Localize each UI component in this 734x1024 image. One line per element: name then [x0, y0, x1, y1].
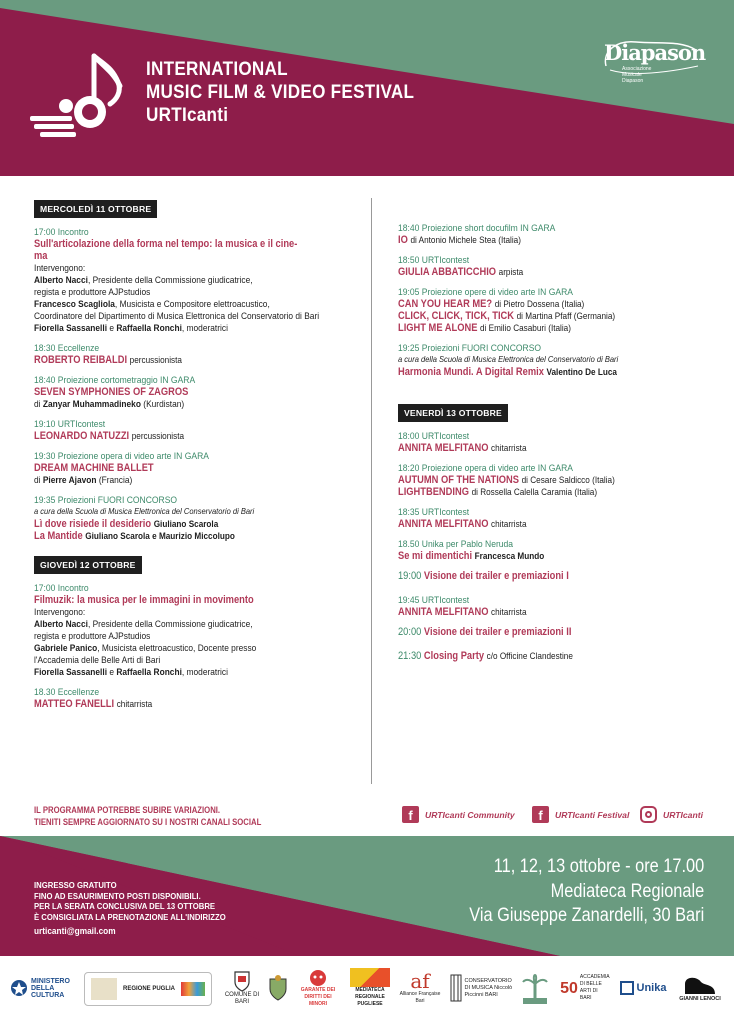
event-contest-natuzzi: 19:10 URTIcontest LEONARDO NATUZZI percussionista [34, 419, 185, 442]
day-label-thursday: GIOVEDÌ 12 OTTOBRE [34, 556, 142, 574]
festival-logo-icon [26, 52, 136, 142]
title-line-1: INTERNATIONAL [146, 59, 288, 80]
conservatorio-keys-icon [450, 974, 462, 1002]
ministero-emblem-icon [10, 979, 28, 997]
social-instagram[interactable]: URTIcanti [640, 806, 703, 823]
mediateca-logo-icon [350, 968, 390, 987]
piano-icon [683, 974, 717, 996]
diapason-logo [600, 36, 704, 82]
municipal-crest-icon [268, 975, 288, 1001]
event-cortometraggio: 18:40 Proiezione cortometraggio IN GARA SEVEN SYMPHONIES OF ZAGROS di Zanyar Muhammadineko (Kurdistan) [34, 375, 196, 409]
event-fuori-concorso-thu: 19:25 Proiezioni FUORI CONCORSO a cura della Scuola di Musica Elettronica del Conservatorio di Bari Harmonia Mundi. A Digital Remix Valentino De Luca [398, 343, 619, 378]
event-unika-neruda: 18.50 Unika per Pablo Neruda Se mi dimentichi Francesca Mundo [398, 539, 545, 562]
event-docufilm: 18:40 Proiezione short docufilm IN GARA IO di Antonio Michele Stea (Italia) [398, 223, 556, 246]
garante-face-icon [307, 969, 329, 987]
comune-crest-icon [233, 970, 251, 992]
event-closing-party: 21:30 Closing Party c/o Officine Clandestine [398, 650, 573, 662]
event-fuori-concorso-wed: 19:35 Proiezioni FUORI CONCORSO a cura della Scuola di Musica Elettronica del Conservatorio di Bari Lì dove risiede il desiderio Giuliano Scarola La Mantide Giuliano Scarola e Maurizio Miccolupo [34, 495, 255, 542]
festival-header [0, 0, 734, 176]
event-trailer-1: 19:00 Visione dei trailer e premiazioni I [398, 570, 569, 582]
social-facebook-festival[interactable]: f URTIcanti Festival [532, 806, 629, 823]
event-contest-abbaticchio: 18:50 URTIcontest GIULIA ABBATICCHIO arpista [398, 255, 524, 278]
facebook-icon: f [532, 806, 549, 823]
sponsor-alliance: af Alliance Française Bari [399, 969, 441, 1004]
event-title: Sull'articolazione della forma nel tempo: la musica e il cine- ma [34, 238, 298, 262]
event-video-arte-thu: 19:05 Proiezione opere di video arte IN GARA CAN YOU HEAR ME? di Pietro Dossena (Italia) CLICK, CLICK, TICK, TICK di Martina Pfaff (Germania) LIGHT ME ALONE di Emilio Casaburi (Italia) [398, 287, 616, 334]
column-divider [371, 198, 372, 784]
title-line-2: MUSIC FILM & VIDEO FESTIVAL [146, 82, 415, 103]
alliance-logo-icon: af [410, 969, 430, 993]
program-notice: IL PROGRAMMA POTREBBE SUBIRE VARIAZIONI. TIENITI SEMPRE AGGIORNATO SU I NOSTRI CANALI SOCIAL [34, 805, 262, 827]
sponsor-conservatorio: CONSERVATORIO DI MUSICA Niccolò Piccinni BARI [448, 968, 516, 1008]
accademia-50-icon: 50 [560, 979, 578, 997]
event-eccellenze-wed: 18:30 Eccellenze ROBERTO REIBALDI percussionista [34, 343, 182, 366]
diapason-sub: Associazione Musicale Diapason [622, 66, 652, 84]
program-column-left [34, 200, 359, 718]
sponsor-crest-2 [265, 968, 291, 1008]
venue-info: 11, 12, 13 ottobre - ore 17.00 Mediateca Regionale Via Giuseppe Zanardelli, 30 Bari [469, 856, 704, 926]
day-label-wednesday: MERCOLEDÌ 11 OTTOBRE [34, 200, 157, 218]
sponsor-accademia: 50 ACCADEMIA DI BELLE ARTI DI BARI [560, 974, 610, 1001]
instagram-icon [640, 806, 657, 823]
event-incontro-thu: 17:00 Incontro Filmuzik: la musica per le immagini in movimento Intervengono: Alberto Nacci, Presidente della Commissione giudicatrice, regista e produttore AJPstudios Gabriele Panico, Musicista elettroacustico, Docente presso l'Accademia delle Belle Arti di Bari Fiorella Sassanelli e Raffaella Ronchi, moderatrici [34, 583, 257, 677]
sponsor-garante: GARANTE DEI DIRITTI DEI MINORI [296, 968, 340, 1008]
event-trailer-2: 20:00 Visione dei trailer e premiazioni II [398, 626, 572, 638]
sponsor-comune: COMUNE DI BARI [222, 968, 262, 1008]
event-contest-melfitano-3: 19:45 URTIcontest ANNITA MELFITANO chitarrista [398, 595, 527, 618]
event-video-arte-fri: 18:20 Proiezione opera di video arte IN GARA AUTUMN OF THE NATIONS di Cesare Saldicco (Italia) LIGHTBENDING di Rossella Calella Caramia (Italia) [398, 463, 615, 498]
booking-email[interactable]: urticanti@gmail.com [34, 926, 116, 936]
event-eccellenze-thu: 18.30 Eccellenze MATTEO FANELLI chitarrista [34, 687, 153, 710]
event-video-arte-wed: 19:30 Proiezione opera di video arte IN GARA DREAM MACHINE BALLET di Pierre Ajavon (Francia) [34, 451, 209, 485]
event-contest-melfitano-2: 18:35 URTIcontest ANNITA MELFITANO chitarrista [398, 507, 527, 530]
program-column-right [398, 222, 708, 670]
sponsor-regione: REGIONE PUGLIA [84, 972, 212, 1006]
event-contest-melfitano-1: 18:00 URTIcontest ANNITA MELFITANO chitarrista [398, 431, 527, 454]
sponsor-mediateca: MEDIATECA REGIONALE PUGLIESE [348, 968, 392, 1008]
sponsor-gianni-lenoci: GIANNI LENOCI [674, 968, 726, 1008]
sponsor-palm [520, 968, 550, 1008]
sponsor-ministero: MINISTERO DELLA CULTURA [10, 968, 72, 1008]
event-incontro-wed: 17:00 Incontro Sull'articolazione della forma nel tempo: la musica e il cine- ma Intervengono: Alberto Nacci, Presidente della Commissione giudicatrice, regista e produttore AJPstudios Francesco Scagliola, Musicista e Compositore elettroacustico, Coordinatore del Dipartimento di Musica Elettronica del Conservatorio di Bari Fiorella Sassanelli e Raffaella Ronchi, moderatrici [34, 226, 359, 334]
day-label-friday: VENERDÌ 13 OTTOBRE [398, 404, 508, 422]
title-line-3: URTIcanti [146, 105, 229, 126]
entry-info: INGRESSO GRATUITO FINO AD ESAURIMENTO POSTI DISPONIBILI. PER LA SERATA CONCLUSIVA DEL 13 OTTOBRE È CONSIGLIATA LA PRENOTAZIONE ALL'INDIRIZZO urticanti@gmail.com [34, 880, 226, 936]
sponsor-unika: Unika [618, 968, 668, 1008]
diapason-name: Diapason [604, 40, 706, 65]
festival-title [146, 58, 444, 127]
social-facebook-community[interactable]: f URTIcanti Community [402, 806, 515, 823]
facebook-icon: f [402, 806, 419, 823]
palm-logo-icon [521, 970, 549, 1006]
